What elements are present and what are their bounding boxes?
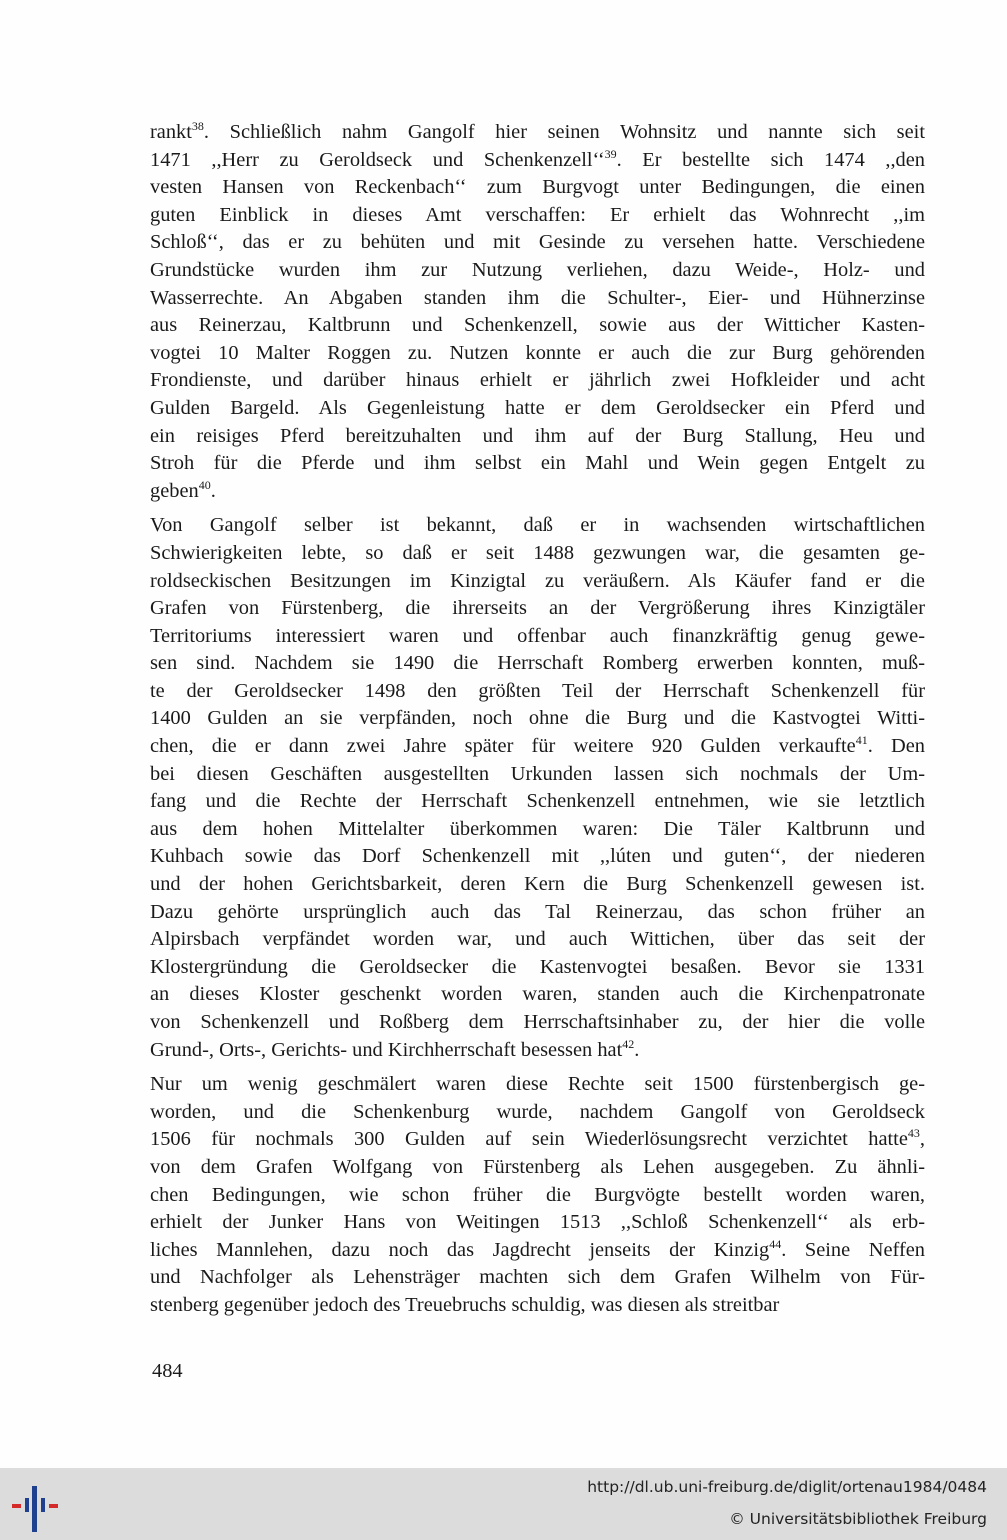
text-segment: . Er bestellte sich 1474 ,,den xyxy=(616,148,925,171)
text-segment: Von Gangolf selber ist bekannt, daß er in wachsenden wirtschaftlichen xyxy=(150,514,925,537)
text-segment: aus Reinerzau, Kaltbrunn und Schenkenzell, sowie aus der Witticher Kasten- xyxy=(150,314,925,337)
text-line xyxy=(150,871,925,899)
text-segment: Grund-, Orts-, Gerichts- und Kirchherrschaft besessen hat xyxy=(150,1038,623,1061)
footnote-ref: 42 xyxy=(622,1036,635,1051)
text-line xyxy=(150,843,925,871)
text-segment: Alpirsbach verpfändet worden war, und auch Wittichen, über das seit der xyxy=(150,928,925,951)
text-segment: von dem Grafen Wolfgang von Fürstenberg als Lehen ausgegeben. Zu ähnli- xyxy=(150,1155,925,1178)
text-segment: aus dem hohen Mittelalter überkommen waren: Die Täler Kaltbrunn und xyxy=(150,817,925,840)
paragraph xyxy=(150,119,925,505)
text-segment: Frondienste, und darüber hinaus erhielt er jährlich zwei Hofkleider und acht xyxy=(150,369,925,392)
text-segment: worden, und die Schenkenburg wurde, nachdem Gangolf von Geroldseck xyxy=(150,1100,925,1123)
footnote-ref: 41 xyxy=(855,733,868,748)
text-segment: geben xyxy=(150,479,199,502)
text-line xyxy=(150,568,925,596)
text-segment: Grafen von Fürstenberg, die ihrerseits an der Vergrößerung ihres Kinzigtäler xyxy=(150,597,925,620)
text-segment: Dazu gehörte ursprünglich auch das Tal Reinerzau, das schon früher an xyxy=(150,900,925,923)
text-segment: Stroh für die Pferde und ihm selbst ein Mahl und Wein gegen Entgelt zu xyxy=(150,452,925,475)
footnote-ref: 39 xyxy=(604,146,617,161)
footnote-ref: 44 xyxy=(769,1236,782,1251)
text-segment: chen, die er dann zwei Jahre später für weitere 920 Gulden verkaufte xyxy=(150,735,856,758)
text-line xyxy=(150,478,925,506)
text-line xyxy=(150,1292,925,1320)
text-segment: Klostergründung die Geroldsecker die Kastenvogtei besaßen. Bevor sie 1331 xyxy=(150,955,925,978)
text-line xyxy=(150,595,925,623)
text-line xyxy=(150,367,925,395)
text-line xyxy=(150,229,925,257)
text-segment: und der hohen Gerichtsbarkeit, deren Kern die Burg Schenkenzell gewesen ist. xyxy=(150,873,925,896)
text-line xyxy=(150,174,925,202)
text-line xyxy=(150,257,925,285)
page-number: 484 xyxy=(152,1360,183,1382)
text-segment: guten Einblick in dieses Amt verschaffen: Er erhielt das Wohnrecht ,,im xyxy=(150,203,925,226)
text-segment: roldseckischen Besitzungen im Kinzigtal zu veräußern. Als Käufer fand er die xyxy=(150,569,925,592)
text-line xyxy=(150,119,925,147)
text-line xyxy=(150,954,925,982)
text-line xyxy=(150,678,925,706)
text-segment: Wasserrechte. An Abgaben standen ihm die Schulter-, Eier- und Hühnerzinse xyxy=(150,286,925,309)
text-line xyxy=(150,285,925,313)
text-segment: Gulden Bargeld. Als Gegenleistung hatte er dem Geroldsecker ein Pferd und xyxy=(150,396,925,419)
text-line xyxy=(150,650,925,678)
text-line xyxy=(150,395,925,423)
text-line xyxy=(150,1099,925,1127)
text-segment: Schloß‘‘, das er zu behüten und mit Gesinde zu versehen hatte. Verschiedene xyxy=(150,231,925,254)
text-segment: 1471 ,,Herr zu Geroldseck und Schenkenzell‘‘ xyxy=(150,148,605,171)
text-line xyxy=(150,540,925,568)
text-line xyxy=(150,733,925,761)
text-line xyxy=(150,512,925,540)
text-line xyxy=(150,1182,925,1210)
text-segment: Kuhbach sowie das Dorf Schenkenzell mit ,,lúten und guten‘‘, der niederen xyxy=(150,845,925,868)
text-line xyxy=(150,623,925,651)
text-segment: von Schenkenzell und Roßberg dem Herrschaftsinhaber zu, der hier die volle xyxy=(150,1011,925,1033)
text-line xyxy=(150,450,925,478)
text-segment: Grundstücke wurden ihm zur Nutzung verliehen, dazu Weide-, Holz- und xyxy=(150,258,925,281)
text-line xyxy=(150,788,925,816)
text-line xyxy=(150,147,925,175)
text-segment: rankt xyxy=(150,121,192,143)
text-segment: , xyxy=(919,1128,925,1151)
footer-url-link[interactable]: http://dl.ub.uni-freiburg.de/diglit/ortenau1984/0484 xyxy=(587,1478,987,1496)
ub-freiburg-logo-icon xyxy=(8,1482,64,1534)
text-line xyxy=(150,816,925,844)
text-segment: Nur um wenig geschmälert waren diese Rechte seit 1500 fürstenbergisch ge- xyxy=(150,1073,925,1096)
text-segment: erhielt der Junker Hans von Weitingen 1513 ,,Schloß Schenkenzell‘‘ als erb- xyxy=(150,1211,925,1234)
footer-bar xyxy=(0,1468,1007,1540)
text-segment: Schwierigkeiten lebte, so daß er seit 1488 gezwungen war, die gesamten ge- xyxy=(150,541,925,564)
text-line xyxy=(150,1126,925,1154)
text-line xyxy=(150,202,925,230)
footnote-ref: 40 xyxy=(198,477,211,492)
text-line xyxy=(150,1071,925,1099)
text-line xyxy=(150,1209,925,1237)
text-segment: 1400 Gulden an sie verpfänden, noch ohne die Burg und die Kastvogtei Witti- xyxy=(150,707,925,730)
text-segment: an dieses Kloster geschenkt worden waren, standen auch die Kirchenpatronate xyxy=(150,983,925,1006)
text-line xyxy=(150,899,925,927)
paragraph xyxy=(150,1071,925,1319)
text-segment: . Seine Neffen xyxy=(781,1238,925,1261)
text-line xyxy=(150,312,925,340)
text-segment: vesten Hansen von Reckenbach‘‘ zum Burgvogt unter Bedingungen, die einen xyxy=(150,176,925,199)
text-line xyxy=(150,981,925,1009)
text-segment: ein reisiges Pferd bereitzuhalten und ihm auf der Burg Stallung, Heu und xyxy=(150,424,925,447)
text-line xyxy=(150,1264,925,1292)
page-body-text xyxy=(150,119,925,1320)
text-segment: und Nachfolger als Lehensträger machten sich dem Grafen Wilhelm von Für- xyxy=(150,1266,925,1289)
text-segment: . xyxy=(210,479,216,502)
text-segment: liches Mannlehen, dazu noch das Jagdrecht jenseits der Kinzig xyxy=(150,1238,770,1261)
text-segment: . xyxy=(634,1038,640,1061)
text-line xyxy=(150,1237,925,1265)
text-segment: chen Bedingungen, wie schon früher die Burgvögte bestellt worden waren, xyxy=(150,1183,925,1206)
footnote-ref: 38 xyxy=(191,119,204,133)
text-segment: 1506 für nochmals 300 Gulden auf sein Wiederlösungsrecht verzichtet hatte xyxy=(150,1128,908,1151)
text-line xyxy=(150,926,925,954)
text-line xyxy=(150,1009,925,1037)
paragraph xyxy=(150,512,925,1064)
footer-copyright: © Universitätsbibliothek Freiburg xyxy=(729,1510,987,1528)
footnote-ref: 43 xyxy=(907,1126,920,1141)
text-segment: . Den xyxy=(867,735,926,758)
text-segment: bei diesen Geschäften ausgestellten Urkunden lassen sich nochmals der Um- xyxy=(150,762,925,785)
text-line xyxy=(150,761,925,789)
text-line xyxy=(150,423,925,451)
text-segment: stenberg gegenüber jedoch des Treuebruchs schuldig, was diesen als streitbar xyxy=(150,1293,780,1316)
text-segment: vogtei 10 Malter Roggen zu. Nutzen konnte er auch die zur Burg gehörenden xyxy=(150,341,925,364)
text-line xyxy=(150,1154,925,1182)
text-segment: Territoriums interessiert waren und offenbar auch finanzkräftig genug gewe- xyxy=(150,624,925,647)
text-line xyxy=(150,705,925,733)
text-segment: . Schließlich nahm Gangolf hier seinen Wohnsitz und nannte sich seit xyxy=(203,121,925,143)
text-segment: sen sind. Nachdem sie 1490 die Herrschaft Romberg erwerben konnten, muß- xyxy=(150,652,925,675)
text-segment: te der Geroldsecker 1498 den größten Teil der Herrschaft Schenkenzell für xyxy=(150,679,925,702)
text-line xyxy=(150,340,925,368)
text-segment: fang und die Rechte der Herrschaft Schenkenzell entnehmen, wie sie letztlich xyxy=(150,790,925,813)
text-line xyxy=(150,1037,925,1065)
